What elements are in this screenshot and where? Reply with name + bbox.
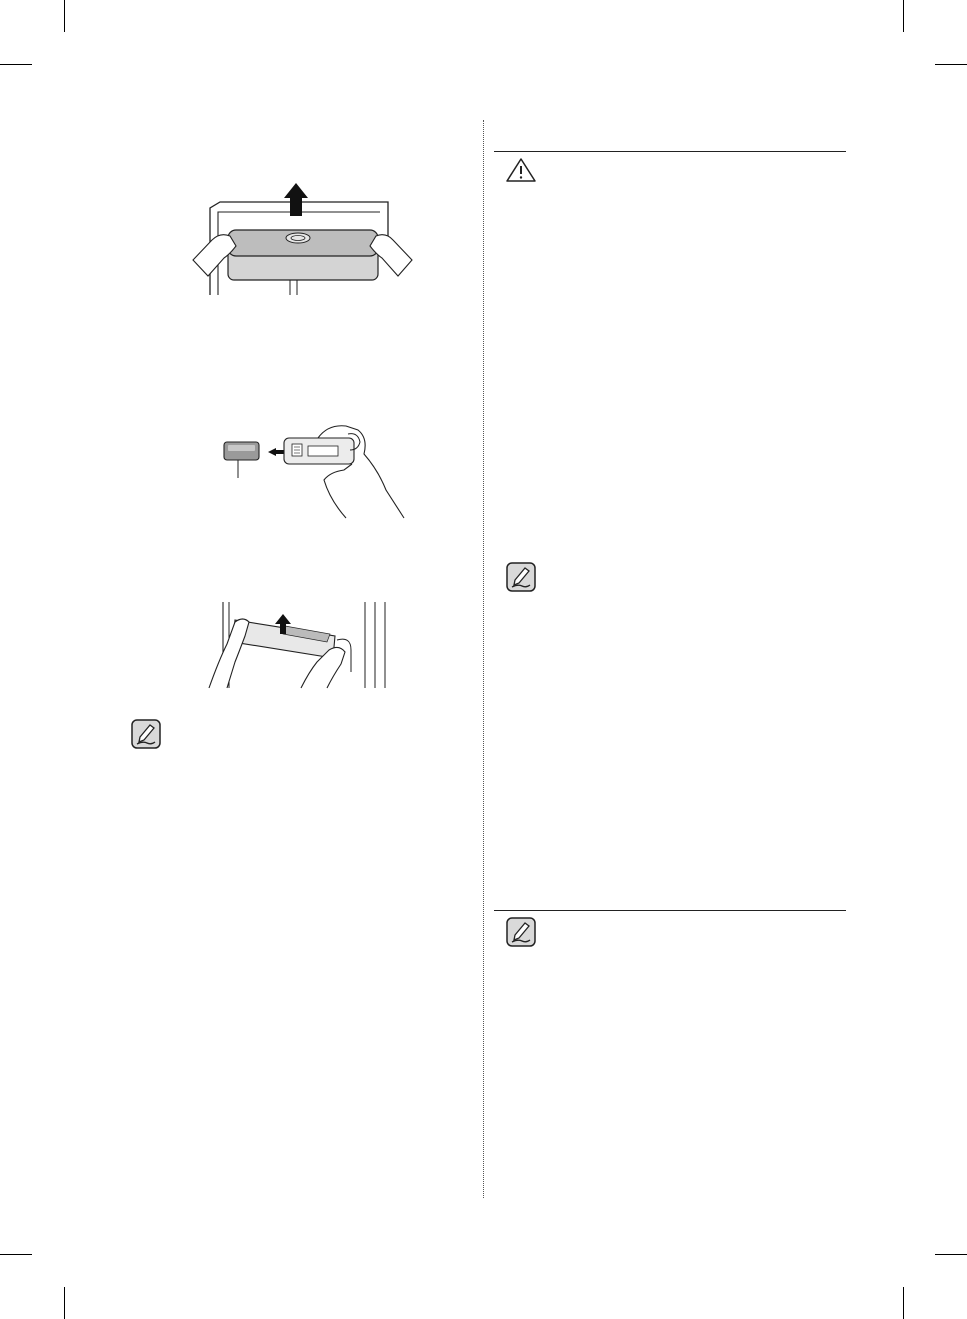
crop-mark: [64, 0, 65, 32]
crop-mark: [935, 1254, 967, 1255]
note-pencil-icon: [131, 719, 161, 749]
crop-mark: [0, 64, 32, 65]
insert-deodorizer-illustration: [218, 420, 408, 520]
crop-mark: [64, 1287, 65, 1319]
note-pencil-icon: [506, 562, 536, 592]
section-rule: [494, 910, 846, 911]
section-rule: [494, 151, 846, 152]
crop-mark: [935, 64, 967, 65]
note-pencil-icon: [506, 917, 536, 947]
caution-triangle-icon: [505, 157, 537, 183]
column-divider: [483, 120, 484, 1198]
crop-mark: [903, 0, 904, 32]
lift-up-cover-illustration: [190, 180, 415, 298]
crop-mark: [0, 1254, 32, 1255]
remove-filter-illustration: [205, 600, 390, 692]
crop-mark: [903, 1287, 904, 1319]
